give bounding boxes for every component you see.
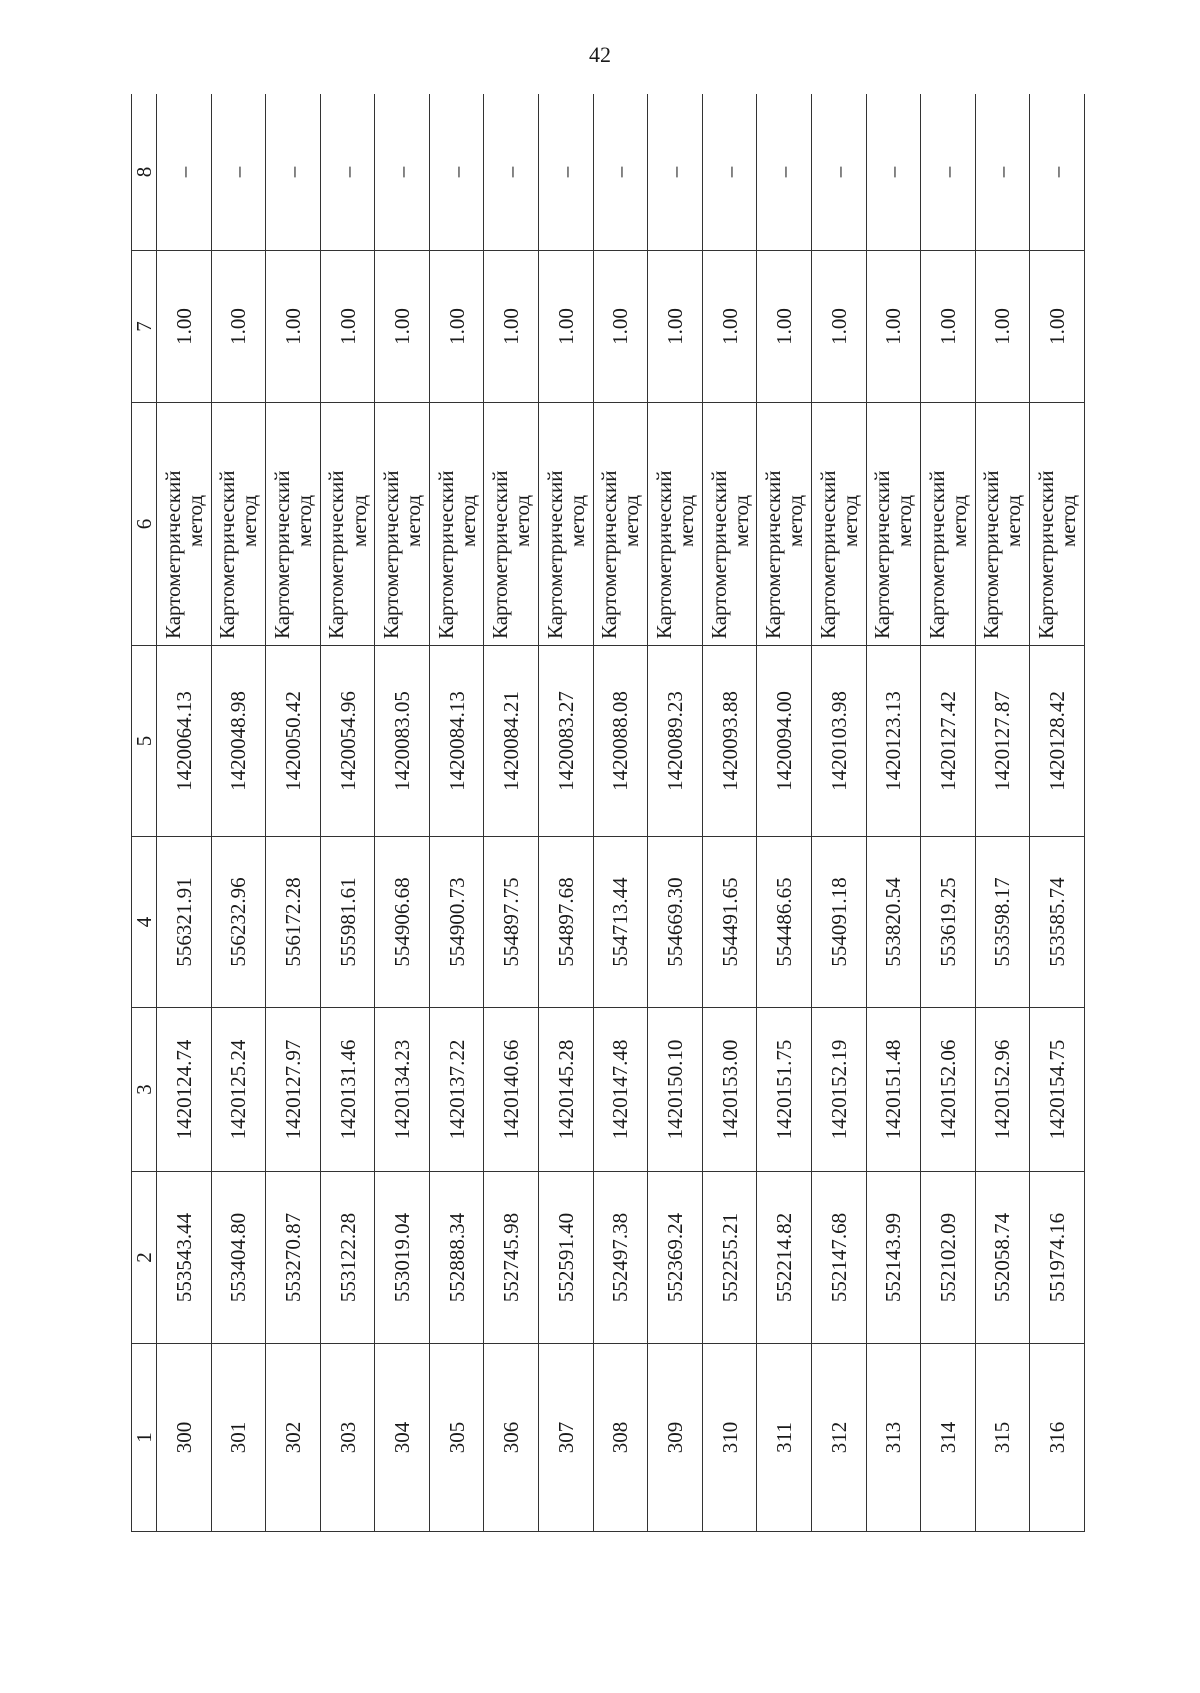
method-line-2: метод: [673, 494, 698, 548]
table-row: [1030, 94, 1085, 1532]
point-number-cell: 311: [757, 1344, 812, 1532]
coord-x2-cell: 554486.65: [757, 837, 812, 1008]
method-cell: [757, 403, 812, 646]
note-cell: –: [320, 94, 375, 251]
accuracy-cell: 1.00: [1030, 251, 1085, 403]
note-cell: –: [375, 94, 430, 251]
note-cell: –: [157, 94, 212, 251]
accuracy-cell: 1.00: [921, 251, 976, 403]
point-number-cell: 302: [266, 1344, 321, 1532]
method-cell: [702, 403, 757, 646]
coord-y-cell: 1420152.06: [921, 1008, 976, 1172]
note-cell: –: [429, 94, 484, 251]
accuracy-cell: 1.00: [702, 251, 757, 403]
method-line-1: Картометрический: [160, 470, 185, 639]
accuracy-cell: 1.00: [375, 251, 430, 403]
coord-y2-cell: 1420089.23: [648, 646, 703, 837]
table-row: [921, 94, 976, 1532]
note-cell: –: [1030, 94, 1085, 251]
point-number-cell: 304: [375, 1344, 430, 1532]
method-text: [489, 403, 533, 645]
method-line-1: Картометрический: [979, 470, 1004, 639]
coord-y-cell: 1420140.66: [484, 1008, 539, 1172]
coord-x2-cell: 555981.61: [320, 837, 375, 1008]
coord-y2-cell: 1420084.13: [429, 646, 484, 837]
point-number-cell: 314: [921, 1344, 976, 1532]
method-line-2: метод: [510, 494, 535, 548]
coord-x-cell: 552102.09: [921, 1172, 976, 1344]
method-line-2: метод: [346, 494, 371, 548]
table-body: [157, 94, 1085, 1532]
coord-x-cell: 553543.44: [157, 1172, 212, 1344]
table-row: [811, 94, 866, 1532]
method-line-1: Картометрический: [269, 470, 294, 639]
accuracy-cell: 1.00: [484, 251, 539, 403]
coord-y-cell: 1420153.00: [702, 1008, 757, 1172]
coord-x-cell: 553270.87: [266, 1172, 321, 1344]
method-text: [708, 403, 752, 645]
note-cell: –: [593, 94, 648, 251]
method-line-1: Картометрический: [706, 470, 731, 639]
method-text: [216, 403, 260, 645]
accuracy-cell: 1.00: [211, 251, 266, 403]
method-line-2: метод: [837, 494, 862, 548]
coord-y-cell: 1420145.28: [539, 1008, 594, 1172]
point-number-cell: 305: [429, 1344, 484, 1532]
method-cell: [593, 403, 648, 646]
accuracy-cell: 1.00: [975, 251, 1030, 403]
accuracy-cell: 1.00: [866, 251, 921, 403]
coord-y2-cell: 1420127.87: [975, 646, 1030, 837]
method-line-1: Картометрический: [215, 470, 240, 639]
method-line-1: Картометрический: [379, 470, 404, 639]
note-cell: –: [757, 94, 812, 251]
method-cell: [429, 403, 484, 646]
method-line-2: метод: [237, 494, 262, 548]
note-cell: –: [811, 94, 866, 251]
coord-y-cell: 1420125.24: [211, 1008, 266, 1172]
point-number-cell: 316: [1030, 1344, 1085, 1532]
point-number-cell: 315: [975, 1344, 1030, 1532]
accuracy-cell: 1.00: [539, 251, 594, 403]
accuracy-cell: 1.00: [811, 251, 866, 403]
method-cell: [975, 403, 1030, 646]
coord-y-cell: 1420152.19: [811, 1008, 866, 1172]
coord-x-cell: 553404.80: [211, 1172, 266, 1344]
coord-x2-cell: 556172.28: [266, 837, 321, 1008]
coord-x2-cell: 554897.68: [539, 837, 594, 1008]
column-header-3: 3: [132, 1008, 157, 1172]
coord-x-cell: 552058.74: [975, 1172, 1030, 1344]
method-text: [980, 403, 1024, 645]
method-text: [271, 403, 315, 645]
coord-y2-cell: 1420123.13: [866, 646, 921, 837]
coord-y2-cell: 1420064.13: [157, 646, 212, 837]
coord-x-cell: 553019.04: [375, 1172, 430, 1344]
method-text: [817, 403, 861, 645]
method-line-1: Картометрический: [597, 470, 622, 639]
coord-y2-cell: 1420083.05: [375, 646, 430, 837]
coord-x-cell: 552591.40: [539, 1172, 594, 1344]
method-line-1: Картометрический: [324, 470, 349, 639]
point-number-cell: 300: [157, 1344, 212, 1532]
coord-y-cell: 1420151.75: [757, 1008, 812, 1172]
table-row: [320, 94, 375, 1532]
point-number-cell: 310: [702, 1344, 757, 1532]
method-line-1: Картометрический: [761, 470, 786, 639]
method-line-1: Картометрический: [870, 470, 895, 639]
coord-y-cell: 1420151.48: [866, 1008, 921, 1172]
coord-y-cell: 1420124.74: [157, 1008, 212, 1172]
method-text: [926, 403, 970, 645]
method-text: [653, 403, 697, 645]
coord-x2-cell: 553585.74: [1030, 837, 1085, 1008]
coord-x2-cell: 554491.65: [702, 837, 757, 1008]
method-line-1: Картометрический: [815, 470, 840, 639]
coord-x2-cell: 553820.54: [866, 837, 921, 1008]
method-text: [598, 403, 642, 645]
coordinates-table: [131, 94, 1085, 1532]
coord-x-cell: 552888.34: [429, 1172, 484, 1344]
accuracy-cell: 1.00: [757, 251, 812, 403]
method-line-2: метод: [892, 494, 917, 548]
point-number-cell: 306: [484, 1344, 539, 1532]
method-cell: [211, 403, 266, 646]
coord-y2-cell: 1420048.98: [211, 646, 266, 837]
method-line-2: метод: [728, 494, 753, 548]
method-line-2: метод: [564, 494, 589, 548]
method-text: [435, 403, 479, 645]
coord-y2-cell: 1420127.42: [921, 646, 976, 837]
coord-x-cell: 552745.98: [484, 1172, 539, 1344]
coord-y2-cell: 1420083.27: [539, 646, 594, 837]
method-line-1: Картометрический: [924, 470, 949, 639]
coord-x-cell: 552214.82: [757, 1172, 812, 1344]
method-text: [380, 403, 424, 645]
note-cell: –: [484, 94, 539, 251]
column-header-4: 4: [132, 837, 157, 1008]
method-line-1: Картометрический: [651, 470, 676, 639]
point-number-cell: 301: [211, 1344, 266, 1532]
method-text: [544, 403, 588, 645]
table-row: [975, 94, 1030, 1532]
column-header-6: 6: [132, 403, 157, 646]
coord-x-cell: 552147.68: [811, 1172, 866, 1344]
method-cell: [811, 403, 866, 646]
coord-y-cell: 1420154.75: [1030, 1008, 1085, 1172]
method-line-1: Картометрический: [1034, 470, 1059, 639]
table-row: [539, 94, 594, 1532]
method-line-2: метод: [401, 494, 426, 548]
coord-y2-cell: 1420093.88: [702, 646, 757, 837]
note-cell: –: [921, 94, 976, 251]
table-row: [375, 94, 430, 1532]
coord-y2-cell: 1420054.96: [320, 646, 375, 837]
method-cell: [921, 403, 976, 646]
column-header-2: 2: [132, 1172, 157, 1344]
coord-x2-cell: 556232.96: [211, 837, 266, 1008]
coord-x-cell: 552255.21: [702, 1172, 757, 1344]
table-row: [484, 94, 539, 1532]
accuracy-cell: 1.00: [648, 251, 703, 403]
coord-x2-cell: 554897.75: [484, 837, 539, 1008]
coord-y2-cell: 1420094.00: [757, 646, 812, 837]
coord-x2-cell: 553598.17: [975, 837, 1030, 1008]
coord-x2-cell: 554906.68: [375, 837, 430, 1008]
coord-x2-cell: 553619.25: [921, 837, 976, 1008]
point-number-cell: 303: [320, 1344, 375, 1532]
coord-y-cell: 1420147.48: [593, 1008, 648, 1172]
method-text: [162, 403, 206, 645]
table-row: [866, 94, 921, 1532]
method-cell: [484, 403, 539, 646]
coord-x2-cell: 554713.44: [593, 837, 648, 1008]
column-header-5: 5: [132, 646, 157, 837]
table-row: [211, 94, 266, 1532]
method-cell: [1030, 403, 1085, 646]
coord-y-cell: 1420152.96: [975, 1008, 1030, 1172]
page-number: 42: [589, 42, 611, 67]
coord-x-cell: 552369.24: [648, 1172, 703, 1344]
method-line-1: Картометрический: [433, 470, 458, 639]
method-line-2: метод: [1056, 494, 1081, 548]
method-cell: [320, 403, 375, 646]
method-cell: [539, 403, 594, 646]
point-number-cell: 308: [593, 1344, 648, 1532]
method-line-2: метод: [455, 494, 480, 548]
coord-y-cell: 1420150.10: [648, 1008, 703, 1172]
coord-y2-cell: 1420128.42: [1030, 646, 1085, 837]
coord-x-cell: 552143.99: [866, 1172, 921, 1344]
method-line-2: метод: [291, 494, 316, 548]
table-row: [429, 94, 484, 1532]
method-line-1: Картометрический: [488, 470, 513, 639]
method-cell: [157, 403, 212, 646]
point-number-cell: 309: [648, 1344, 703, 1532]
column-header-7: 7: [132, 251, 157, 403]
method-line-2: метод: [619, 494, 644, 548]
accuracy-cell: 1.00: [157, 251, 212, 403]
coord-y2-cell: 1420103.98: [811, 646, 866, 837]
coord-x2-cell: 554669.30: [648, 837, 703, 1008]
method-cell: [375, 403, 430, 646]
method-line-1: Картометрический: [542, 470, 567, 639]
method-line-2: метод: [182, 494, 207, 548]
accuracy-cell: 1.00: [593, 251, 648, 403]
method-text: [871, 403, 915, 645]
table-header-row: [132, 94, 157, 1532]
accuracy-cell: 1.00: [320, 251, 375, 403]
note-cell: –: [866, 94, 921, 251]
method-cell: [648, 403, 703, 646]
column-header-1: 1: [132, 1344, 157, 1532]
accuracy-cell: 1.00: [429, 251, 484, 403]
coord-x-cell: 552497.38: [593, 1172, 648, 1344]
coord-y-cell: 1420131.46: [320, 1008, 375, 1172]
table-row: [266, 94, 321, 1532]
table-frame: [131, 94, 1085, 1532]
coord-y2-cell: 1420050.42: [266, 646, 321, 837]
coord-x2-cell: 554091.18: [811, 837, 866, 1008]
coord-x2-cell: 556321.91: [157, 837, 212, 1008]
note-cell: –: [539, 94, 594, 251]
table-row: [702, 94, 757, 1532]
table-row: [648, 94, 703, 1532]
coord-y-cell: 1420137.22: [429, 1008, 484, 1172]
coord-y2-cell: 1420088.08: [593, 646, 648, 837]
method-line-2: метод: [783, 494, 808, 548]
point-number-cell: 307: [539, 1344, 594, 1532]
coord-x2-cell: 554900.73: [429, 837, 484, 1008]
coord-x-cell: 551974.16: [1030, 1172, 1085, 1344]
note-cell: –: [702, 94, 757, 251]
coord-x-cell: 553122.28: [320, 1172, 375, 1344]
coord-y-cell: 1420127.97: [266, 1008, 321, 1172]
accuracy-cell: 1.00: [266, 251, 321, 403]
method-line-2: метод: [1001, 494, 1026, 548]
method-text: [762, 403, 806, 645]
column-header-8: 8: [132, 94, 157, 251]
method-text: [1035, 403, 1079, 645]
method-cell: [866, 403, 921, 646]
note-cell: –: [266, 94, 321, 251]
note-cell: –: [975, 94, 1030, 251]
coord-y-cell: 1420134.23: [375, 1008, 430, 1172]
note-cell: –: [648, 94, 703, 251]
table-row: [157, 94, 212, 1532]
point-number-cell: 313: [866, 1344, 921, 1532]
method-text: [325, 403, 369, 645]
coord-y2-cell: 1420084.21: [484, 646, 539, 837]
note-cell: –: [211, 94, 266, 251]
method-line-2: метод: [946, 494, 971, 548]
point-number-cell: 312: [811, 1344, 866, 1532]
table-row: [757, 94, 812, 1532]
method-cell: [266, 403, 321, 646]
table-row: [593, 94, 648, 1532]
